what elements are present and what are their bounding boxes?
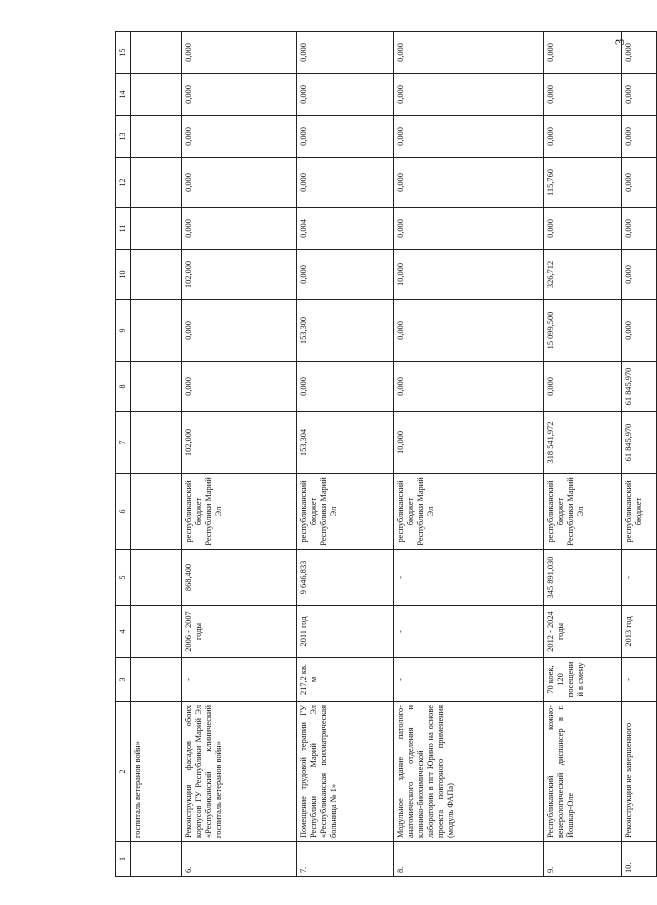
funding-source-cell: республиканский бюджет Республики Марий Эл	[297, 474, 394, 550]
amount-col-10-cell: 10,000	[394, 250, 544, 300]
row-number-cell: 10.	[622, 842, 657, 877]
capacity-cell: -	[622, 658, 657, 702]
page-number: 3	[612, 38, 627, 46]
row-number-cell	[131, 842, 182, 877]
construction-period-cell: 2006 - 2007 годы	[182, 606, 297, 658]
column-header: 8	[116, 362, 131, 412]
amount-col-13-cell: 0,000	[297, 116, 394, 158]
object-name-cell: Республиканский кожно-венерологический диспансер в г. Йошкар-Оле	[544, 702, 622, 842]
funding-source-cell: республиканский бюджет	[622, 474, 657, 550]
amount-col-10-cell: 326,712	[544, 250, 622, 300]
amount-col-8-cell: 0,000	[394, 362, 544, 412]
amount-col-14-cell	[131, 74, 182, 116]
construction-objects-table	[115, 31, 657, 877]
amount-total-cell	[131, 412, 182, 474]
amount-col-12-cell: 0,000	[622, 158, 657, 208]
amount-col-13-cell: 0,000	[394, 116, 544, 158]
amount-col-15-cell: 0,000	[297, 32, 394, 74]
amount-col-15-cell	[131, 32, 182, 74]
column-number-header	[116, 32, 131, 877]
rotated-page-content	[115, 32, 643, 877]
amount-col-11-cell: 0,000	[394, 208, 544, 250]
column-header: 3	[116, 658, 131, 702]
column-header: 14	[116, 74, 131, 116]
capacity-cell: 217,2 кв. м	[297, 658, 394, 702]
funding-source-cell: республиканский бюджет Республики Марий Эл	[544, 474, 622, 550]
row-number-cell: 8.	[394, 842, 544, 877]
capacity-cell: -	[182, 658, 297, 702]
amount-col-12-cell: 0,000	[297, 158, 394, 208]
funding-source-cell: республиканский бюджет Республики Марий Эл	[394, 474, 544, 550]
funding-source-cell	[131, 474, 182, 550]
table-row	[622, 32, 657, 877]
amount-col-9-cell: 0,000	[622, 300, 657, 362]
estimated-cost-cell: 345 891,030	[544, 550, 622, 606]
estimated-cost-cell: 9 646,833	[297, 550, 394, 606]
amount-col-13-cell	[131, 116, 182, 158]
amount-col-13-cell: 0,000	[182, 116, 297, 158]
amount-col-8-cell: 0,000	[297, 362, 394, 412]
amount-col-12-cell: 0,000	[182, 158, 297, 208]
amount-col-12-cell: 115,760	[544, 158, 622, 208]
column-header: 7	[116, 412, 131, 474]
amount-col-14-cell: 0,000	[544, 74, 622, 116]
row-number-cell: 7.	[297, 842, 394, 877]
estimated-cost-cell: -	[394, 550, 544, 606]
amount-col-11-cell: 0,000	[544, 208, 622, 250]
row-number-cell: 9.	[544, 842, 622, 877]
amount-col-9-cell: 0,000	[182, 300, 297, 362]
amount-col-14-cell: 0,000	[297, 74, 394, 116]
table-row	[182, 32, 297, 877]
amount-col-9-cell	[131, 300, 182, 362]
object-name-cell: Модульное здание патолого-анатомического отделения и клинико-биохимической лаборатории в пгт Юрино на основе проекта повторного применения (модуль ФАПа)	[394, 702, 544, 842]
estimated-cost-cell: 868,400	[182, 550, 297, 606]
column-header: 6	[116, 474, 131, 550]
column-header: 5	[116, 550, 131, 606]
table-row	[394, 32, 544, 877]
amount-col-8-cell: 0,000	[182, 362, 297, 412]
amount-col-13-cell: 0,000	[544, 116, 622, 158]
table-row	[131, 32, 182, 877]
construction-period-cell: 2013 год	[622, 606, 657, 658]
object-name-cell: Реконструкция фасадов обоих корпусов ГУ Республики Марий Эл «Республиканский клинический госпиталь ветеранов войн»	[182, 702, 297, 842]
amount-total-cell: 153,304	[297, 412, 394, 474]
amount-col-14-cell: 0,000	[182, 74, 297, 116]
amount-col-8-cell: 61 845,970	[622, 362, 657, 412]
column-header: 12	[116, 158, 131, 208]
amount-total-cell: 318 541,972	[544, 412, 622, 474]
amount-col-9-cell: 0,000	[394, 300, 544, 362]
capacity-cell: -	[394, 658, 544, 702]
column-header: 10	[116, 250, 131, 300]
column-header: 9	[116, 300, 131, 362]
amount-col-9-cell: 15 099,500	[544, 300, 622, 362]
amount-col-15-cell: 0,000	[182, 32, 297, 74]
column-header: 13	[116, 116, 131, 158]
amount-col-11-cell: 0,000	[622, 208, 657, 250]
amount-col-8-cell: 0,000	[544, 362, 622, 412]
amount-col-15-cell: 0,000	[622, 32, 657, 74]
estimated-cost-cell: -	[622, 550, 657, 606]
amount-col-14-cell: 0,000	[622, 74, 657, 116]
amount-col-10-cell: 0,000	[622, 250, 657, 300]
amount-col-12-cell: 0,000	[394, 158, 544, 208]
capacity-cell: 70 коек, 120 посещений в смену	[544, 658, 622, 702]
amount-col-11-cell: 0,000	[182, 208, 297, 250]
construction-period-cell: 2011 год	[297, 606, 394, 658]
amount-col-11-cell	[131, 208, 182, 250]
construction-period-cell	[131, 606, 182, 658]
amount-col-12-cell	[131, 158, 182, 208]
amount-col-15-cell: 0,000	[394, 32, 544, 74]
amount-col-10-cell: 0,000	[297, 250, 394, 300]
object-name-cell: Помещение трудовой терапии ГУ Республики Марий Эл «Республиканская психиатрическая больница № 1»	[297, 702, 394, 842]
table-row	[544, 32, 622, 877]
amount-col-15-cell: 0,000	[544, 32, 622, 74]
estimated-cost-cell	[131, 550, 182, 606]
object-name-cell: госпиталь ветеранов войн»	[131, 702, 182, 842]
column-header: 4	[116, 606, 131, 658]
column-header: 11	[116, 208, 131, 250]
amount-col-10-cell	[131, 250, 182, 300]
amount-col-10-cell: 102,000	[182, 250, 297, 300]
amount-total-cell: 102,000	[182, 412, 297, 474]
column-header: 15	[116, 32, 131, 74]
column-header: 1	[116, 842, 131, 877]
column-header: 2	[116, 702, 131, 842]
capacity-cell	[131, 658, 182, 702]
construction-period-cell: -	[394, 606, 544, 658]
amount-col-13-cell: 0,000	[622, 116, 657, 158]
amount-col-8-cell	[131, 362, 182, 412]
amount-total-cell: 61 845,970	[622, 412, 657, 474]
table-row	[297, 32, 394, 877]
amount-col-9-cell: 153,300	[297, 300, 394, 362]
construction-period-cell: 2012 - 2024 годы	[544, 606, 622, 658]
amount-col-11-cell: 0,004	[297, 208, 394, 250]
amount-col-14-cell: 0,000	[394, 74, 544, 116]
object-name-cell: Реконструкция не завершенного	[622, 702, 657, 842]
funding-source-cell: республиканский бюджет Республики Марий Эл	[182, 474, 297, 550]
row-number-cell: 6.	[182, 842, 297, 877]
amount-total-cell: 10,000	[394, 412, 544, 474]
